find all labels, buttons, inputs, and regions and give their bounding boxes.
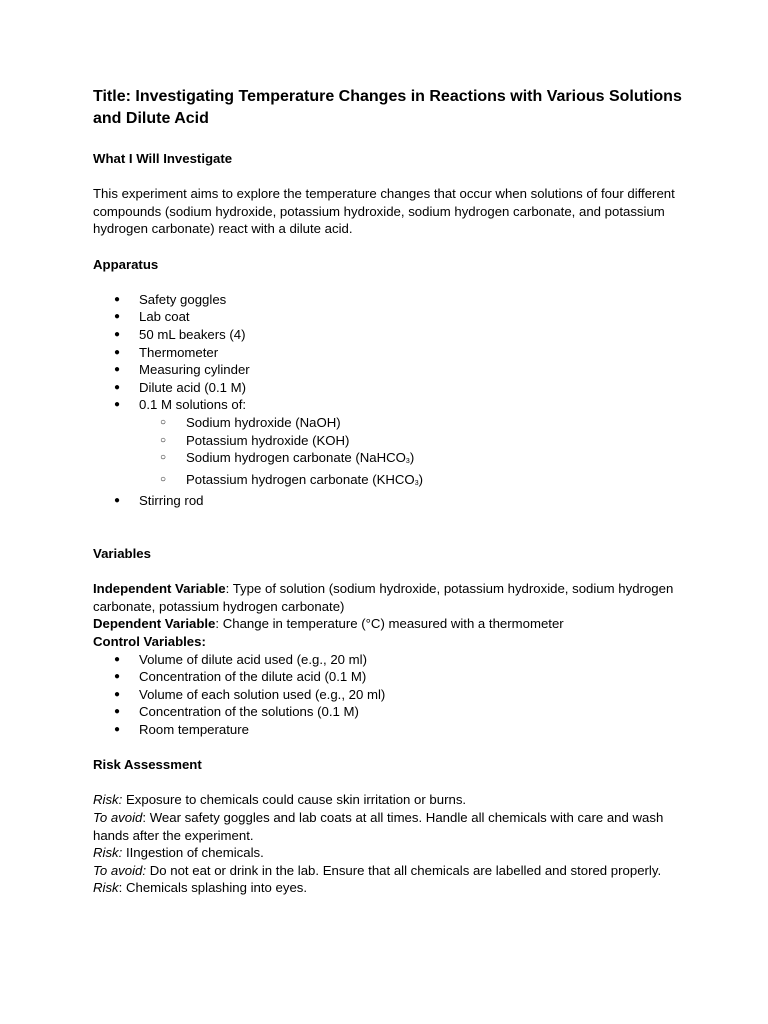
list-item: ○ Sodium hydroxide (NaOH) bbox=[93, 414, 693, 432]
variables-heading: Variables bbox=[93, 546, 151, 562]
list-item bbox=[93, 449, 693, 471]
solutions-list bbox=[139, 414, 693, 492]
list-item: ● Thermometer bbox=[93, 344, 693, 362]
avoid-text: Do not eat or drink in the lab. Ensure that all chemicals are labelled and stored properly. bbox=[146, 862, 662, 878]
risk-label: Risk: bbox=[93, 792, 123, 808]
apparatus-heading: Apparatus bbox=[93, 256, 159, 272]
dependent-variable bbox=[93, 615, 693, 633]
apparatus-list bbox=[93, 291, 693, 510]
investigate-heading: What I Will Investigate bbox=[93, 151, 233, 166]
risk-2 bbox=[93, 844, 693, 862]
risk-text: IIngestion of chemicals. bbox=[122, 845, 264, 861]
list-item bbox=[93, 471, 693, 493]
risk-heading: Risk Assessment bbox=[93, 757, 202, 773]
investigate-text: This experiment aims to explore the temperature changes that occur when solutions of four different compounds (sodium hydroxide, potassium hydroxide, sodium hydrogen carbonate, and potassium hydrogen carbonate) react with a dilute acid. bbox=[93, 186, 675, 237]
list-item: ● Stirring rod bbox=[93, 492, 693, 510]
avoid-label: To avoid bbox=[93, 809, 143, 825]
list-item: ● Lab coat bbox=[93, 308, 693, 326]
subscript: 3 bbox=[405, 458, 410, 466]
list-item: ● Volume of dilute acid used (e.g., 20 ml) bbox=[93, 651, 693, 669]
risk-text: : Chemicals splashing into eyes. bbox=[118, 880, 308, 896]
document-title: Title: Investigating Temperature Changes in Reactions with Various Solutions and Dilute Acid bbox=[93, 88, 682, 127]
list-item: ● Safety goggles bbox=[93, 291, 693, 309]
khco-text: Potassium hydrogen carbonate (KHCO bbox=[186, 471, 415, 487]
list-item: ● Room temperature bbox=[93, 721, 693, 739]
document-page bbox=[93, 86, 693, 897]
nahco-text: Sodium hydrogen carbonate (NaHCO bbox=[186, 450, 406, 466]
list-item-label: 0.1 M solutions of: bbox=[139, 397, 247, 413]
dependent-label: Dependent Variable bbox=[93, 616, 216, 632]
list-item: ○ Potassium hydroxide (KOH) bbox=[93, 432, 693, 450]
list-item: ● Concentration of the dilute acid (0.1 M) bbox=[93, 668, 693, 686]
risk-label: Risk: bbox=[93, 845, 123, 861]
risk-text: Exposure to chemicals could cause skin irritation or burns. bbox=[122, 792, 467, 808]
list-item bbox=[93, 396, 693, 492]
list-item: ● Concentration of the solutions (0.1 M) bbox=[93, 703, 693, 721]
dependent-text: : Change in temperature (°C) measured with a thermometer bbox=[215, 616, 564, 632]
control-list bbox=[93, 651, 693, 739]
control-label: Control Variables: bbox=[93, 634, 206, 650]
list-item: ● Volume of each solution used (e.g., 20 ml) bbox=[93, 686, 693, 704]
independent-label: Independent Variable bbox=[93, 581, 226, 597]
close-paren: ) bbox=[409, 450, 415, 466]
avoid-2 bbox=[93, 862, 693, 880]
risk-label: Risk bbox=[93, 880, 119, 896]
risk-3 bbox=[93, 879, 693, 897]
avoid-label: To avoid: bbox=[93, 862, 147, 878]
list-item: ● Dilute acid (0.1 M) bbox=[93, 379, 693, 397]
subscript: 3 bbox=[414, 479, 419, 487]
close-paren: ) bbox=[418, 471, 424, 487]
list-item: ● Measuring cylinder bbox=[93, 361, 693, 379]
risk-1 bbox=[93, 791, 693, 809]
independent-text: : Type of solution (sodium hydroxide, potassium hydroxide, sodium hydrogen carbonate, potassium hydrogen carbonate) bbox=[93, 581, 674, 614]
list-item: ● 50 mL beakers (4) bbox=[93, 326, 693, 344]
avoid-text: : Wear safety goggles and lab coats at all times. Handle all chemicals with care and wash hands after the experiment. bbox=[93, 809, 664, 843]
independent-variable bbox=[93, 580, 693, 615]
avoid-1 bbox=[93, 809, 693, 844]
